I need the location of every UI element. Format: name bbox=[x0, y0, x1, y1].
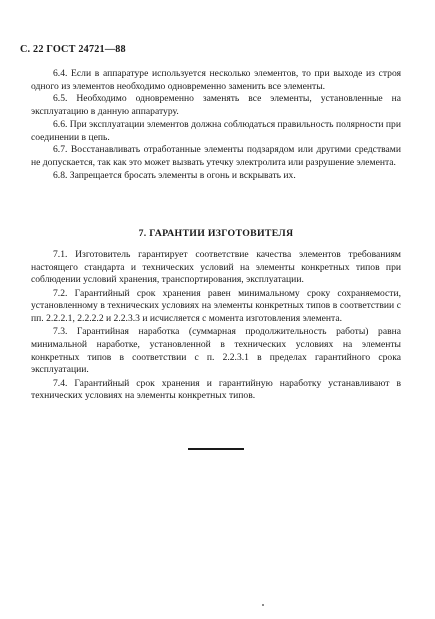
paragraph-6-5: 6.5. Необходимо одновременно заменять все элементы, установленные на эксплуатацию в данную аппаратуру. bbox=[31, 93, 401, 118]
paragraph-7-3: 7.3. Гарантийная наработка (суммарная продолжительность работы) равна минимальной наработке, установленной в технических условиях на элементы конкретных типов в соответствии с п. 2.2.3.1 в пределах гарантийного срока эксплуатации. bbox=[31, 326, 401, 376]
paragraph-7-4: 7.4. Гарантийный срок хранения и гарантийную наработку устанавливают в технических условиях на элементы конкретных типов. bbox=[31, 377, 401, 402]
section-6-text bbox=[31, 68, 401, 182]
section-7-text bbox=[31, 249, 401, 403]
page-header: С. 22 ГОСТ 24721—88 bbox=[20, 44, 126, 55]
paragraph-6-8: 6.8. Запрещается бросать элементы в огонь и вскрывать их. bbox=[53, 169, 296, 181]
paragraph-6-4: 6.4. Если в аппаратуре используется несколько элементов, то при выходе из строя одного из элементов необходимо одновременно заменить все элементы. bbox=[31, 68, 401, 92]
paragraph-6-6: 6.6. При эксплуатации элементов должна соблюдаться правильность полярности при соединении в цепь. bbox=[31, 118, 401, 143]
scan-speck bbox=[262, 604, 264, 606]
paragraph-7-2: 7.2. Гарантийный срок хранения равен минимальному сроку сохраняемости, установленному в технических условиях на элементы конкретных типов в соответствии с пп. 2.2.2.1, 2.2.2.2 и 2.2.3.3 и исчисляется с момента изготовления элемента. bbox=[31, 287, 401, 325]
end-rule bbox=[188, 448, 244, 450]
section-7-heading: 7. ГАРАНТИИ ИЗГОТОВИТЕЛЯ bbox=[138, 228, 294, 239]
paragraph-6-7: 6.7. Восстанавливать отработанные элементы подзарядом или другими средствами не допускается, так как это может вызвать утечку электролита или разрушение элемента. bbox=[31, 144, 401, 168]
paragraph-7-1: 7.1. Изготовитель гарантирует соответствие качества элементов требованиям настоящего стандарта и технических условий на элементы конкретных типов при соблюдении условий хранения, транспортирования, эксплуатации. bbox=[31, 249, 401, 286]
